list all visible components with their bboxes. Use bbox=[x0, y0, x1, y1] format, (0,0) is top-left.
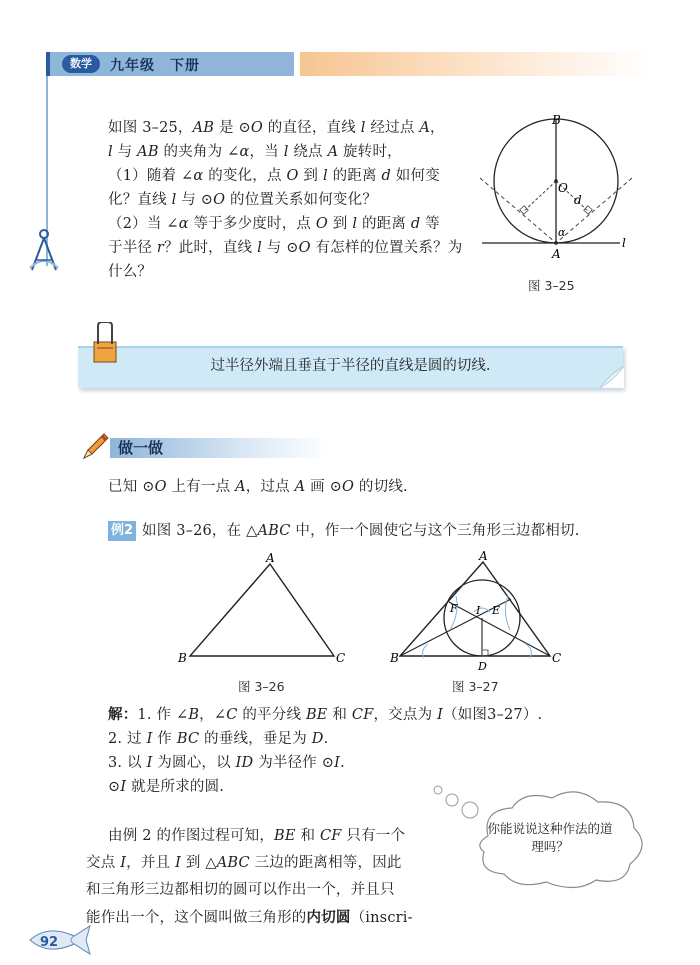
label-a: A bbox=[479, 550, 488, 563]
solution-step-1: 解：1. 作 ∠B，∠C 的平分线 BE 和 CF，交点为 I（如图3–27）. bbox=[108, 706, 543, 723]
conclusion-line-4: 能作出一个，这个圆叫做三角形的内切圆（inscri- bbox=[86, 909, 413, 926]
point-a bbox=[554, 241, 558, 245]
label-a: A bbox=[552, 247, 561, 261]
intro-paragraph bbox=[108, 116, 478, 284]
figure-3-27-caption: 图 3–27 bbox=[452, 679, 499, 694]
question-1-line-b: 化？直线 l 与 ⊙O 的位置关系如何变化？ bbox=[108, 192, 378, 208]
label-c: C bbox=[336, 651, 346, 665]
figure-3-27 bbox=[390, 550, 570, 674]
label-i: I bbox=[476, 604, 481, 617]
label-alpha: α bbox=[558, 226, 566, 239]
page-number: 92 bbox=[40, 935, 59, 950]
intro-line-2: l 与 AB 的夹角为 ∠α，当 l 绕点 A 旋转时， bbox=[108, 144, 402, 160]
rotated-line-left bbox=[480, 178, 556, 243]
figure-3-25 bbox=[476, 112, 636, 294]
question-2-line-c: 什么？ bbox=[108, 264, 153, 280]
pencil-icon bbox=[80, 430, 110, 462]
figure-3-26 bbox=[172, 552, 352, 672]
question-1-line-a: （1）随着 ∠α 的变化，点 O 到 l 的距离 d 如何变 bbox=[108, 168, 440, 184]
label-e: E bbox=[492, 604, 501, 617]
conclusion-line-3: 和三角形三边都相切的圆可以作出一个，并且只 bbox=[86, 882, 395, 898]
conclusion-paragraph bbox=[86, 823, 426, 932]
header-accent bbox=[46, 52, 50, 76]
label-b: B bbox=[178, 651, 187, 665]
book-title: 九年级 下册 bbox=[110, 58, 200, 74]
question-2-line-a: （2）当 ∠α 等于多少度时，点 O 到 l 的距离 d 等 bbox=[108, 216, 440, 232]
cloud-text: 你能说说这种作法的道理吗？ bbox=[487, 821, 613, 854]
example-text: 如图 3–26，在 △ABC 中，作一个圆使它与这个三角形三边都相切. bbox=[142, 523, 580, 539]
binder-clip-icon bbox=[92, 322, 118, 366]
label-o: O bbox=[558, 181, 568, 195]
label-a: A bbox=[266, 552, 275, 565]
triangle-abc bbox=[190, 564, 334, 656]
subject-badge: 数学 bbox=[62, 55, 100, 73]
label-b: B bbox=[552, 113, 561, 127]
header-gradient-band bbox=[300, 52, 652, 76]
conclusion-line-1: 由例 2 的作图过程可知，BE 和 CF 只有一个 bbox=[108, 828, 406, 844]
solution-step-4: ⊙I 就是所求的圆. bbox=[108, 779, 225, 795]
figure-3-25-caption: 图 3–25 bbox=[528, 278, 575, 293]
activity-title: 做一做 bbox=[118, 439, 164, 457]
right-angle-mark-right bbox=[584, 206, 592, 214]
solution-step-3: 3. 以 I 为圆心，以 ID 为半径作 ⊙I. bbox=[108, 755, 345, 771]
label-b: B bbox=[390, 651, 399, 665]
tip-text: 过半径外端且垂直于半径的直线是圆的切线. bbox=[210, 358, 491, 374]
triangle-abc bbox=[400, 562, 550, 656]
conclusion-line-2: 交点 I，并且 I 到 △ABC 三边的距离相等，因此 bbox=[86, 855, 402, 871]
label-d: D bbox=[478, 660, 487, 673]
question-2-line-b: 于半径 r？此时，直线 l 与 ⊙O 有怎样的位置关系？为 bbox=[108, 240, 463, 256]
solution-step-2: 2. 过 I 作 BC 的垂线，垂足为 D. bbox=[108, 731, 329, 747]
distance-d-left bbox=[523, 181, 556, 212]
label-f: F bbox=[450, 602, 458, 615]
fish-page-icon bbox=[24, 922, 104, 958]
intro-line-1: 如图 3–25，AB 是 ⊙O 的直径，直线 l 经过点 A， bbox=[108, 120, 445, 136]
label-c: C bbox=[552, 651, 562, 665]
right-angle-mark-left bbox=[520, 206, 528, 214]
example-badge: 例2 bbox=[108, 521, 136, 541]
figure-3-26-caption: 图 3–26 bbox=[238, 679, 285, 694]
label-l: l bbox=[622, 236, 626, 250]
compass-icon bbox=[26, 228, 62, 274]
label-d: d bbox=[574, 193, 582, 207]
activity-text: 已知 ⊙O 上有一点 A，过点 A 画 ⊙O 的切线. bbox=[108, 479, 408, 495]
